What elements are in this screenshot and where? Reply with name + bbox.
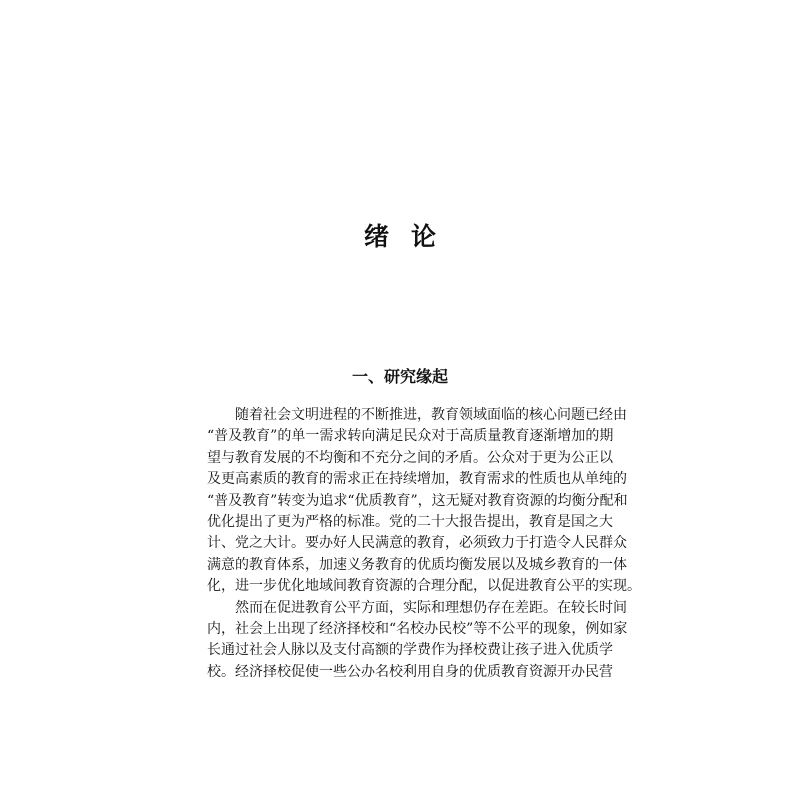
body-text xyxy=(207,405,641,683)
text-line: “普及教育”转变为追求“优质教育”，这无疑对教育资源的均衡分配和 xyxy=(207,492,628,509)
text-line: 随着社会文明进程的不断推进，教育领域面临的核心问题已经由 xyxy=(235,407,627,423)
text-line: 校。经济择校促使一些公办名校利用自身的优质教育资源开办民营 xyxy=(207,663,613,680)
text-line: 望与教育发展的不均衡和不充分之间的矛盾。公众对于更为公正以 xyxy=(207,449,613,466)
text-line: 然而在促进教育公平方面，实际和理想仍存在差距。在较长时间 xyxy=(235,599,627,616)
text-line: “普及教育”的单一需求转向满足民众对于高质量教育逐渐增加的期 xyxy=(207,428,614,445)
text-line: 及更高素质的教育的需求正在持续增加，教育需求的性质也从单纯的 xyxy=(207,471,627,488)
text-line: 化，进一步优化地域间教育资源的合理分配，以促进教育公平的实现。 xyxy=(207,578,641,595)
section-title: 一、研究缘起 xyxy=(351,367,448,386)
text-line: 计、党之大计。要办好人民满意的教育，必须致力于打造令人民群众 xyxy=(207,535,627,552)
text-line: 内，社会上出现了经济择校和“名校办民校”等不公平的现象，例如家 xyxy=(207,620,628,637)
text-line: 满意的教育体系，加速义务教育的优质均衡发展以及城乡教育的一体 xyxy=(207,556,627,573)
chapter-title: 绪论 xyxy=(363,222,458,251)
text-line: 优化提出了更为严格的标准。党的二十大报告提出，教育是国之大 xyxy=(207,513,613,530)
text-line: 长通过社会人脉以及支付高额的学费作为择校费让孩子进入优质学 xyxy=(207,642,613,659)
